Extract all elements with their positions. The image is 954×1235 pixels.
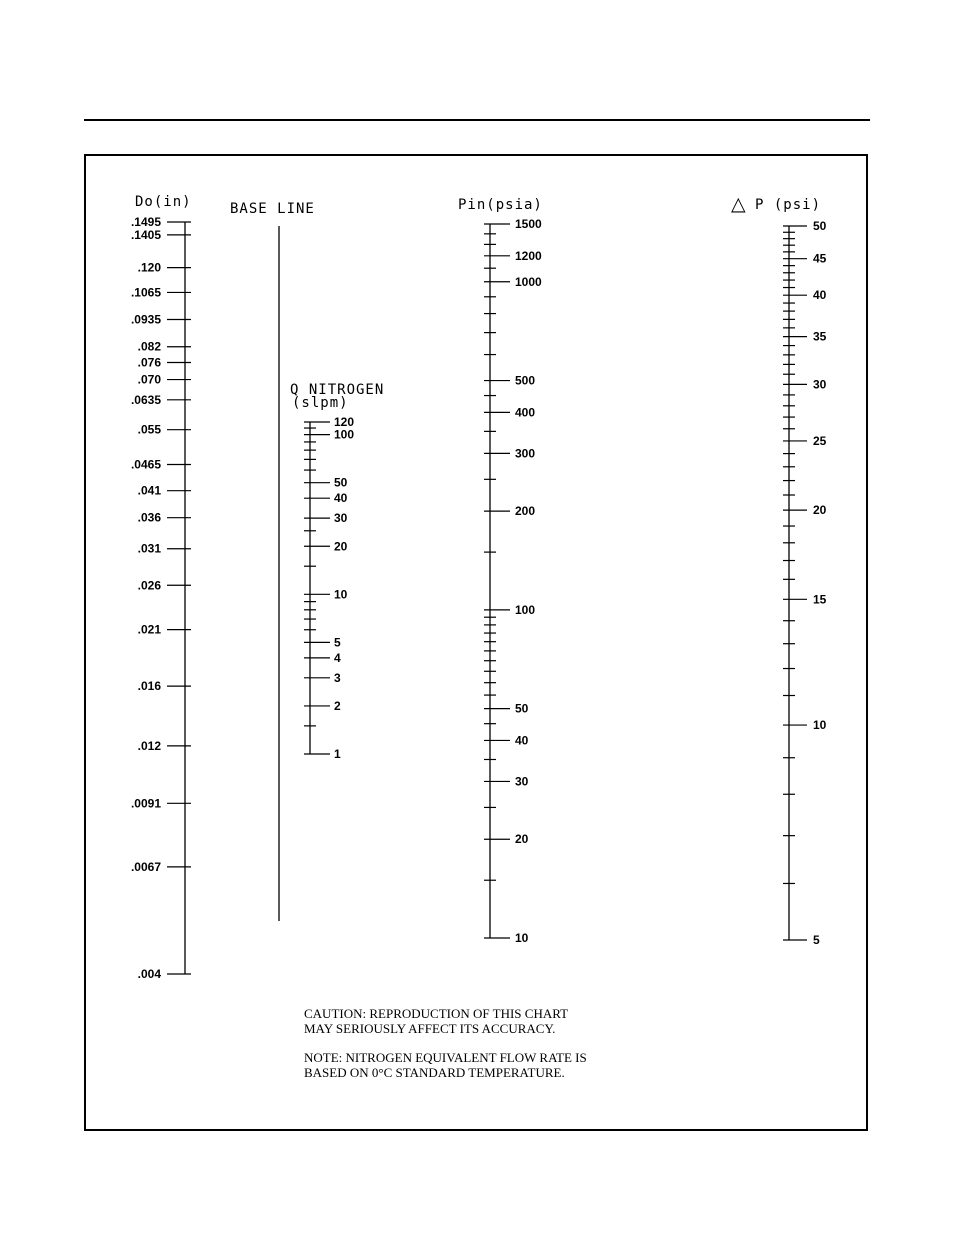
- caution-text-line-2: MAY SERIOUSLY AFFECT ITS ACCURACY.: [304, 1021, 556, 1036]
- do-tick-label: .0635: [130, 392, 161, 407]
- dp-tick-label: 5: [813, 933, 820, 947]
- do-tick-label: .1405: [130, 227, 161, 242]
- do-tick-label: .012: [137, 738, 161, 753]
- do-tick-label: .120: [137, 260, 161, 275]
- do-tick-label: .031: [137, 541, 161, 556]
- pin-tick-label: 40: [515, 733, 529, 748]
- q-tick-label: 30: [334, 511, 348, 526]
- pin-tick-label: 1000: [515, 274, 542, 289]
- pin-tick-label: 1500: [515, 217, 542, 231]
- do-tick-label: .082: [137, 339, 161, 354]
- base-line-title: BASE LINE: [230, 201, 315, 217]
- dp-scale: [731, 193, 827, 947]
- note-text-line-1: NOTE: NITROGEN EQUIVALENT FLOW RATE IS: [304, 1050, 587, 1065]
- do-axis-title: Do(in): [135, 194, 192, 210]
- q-tick-label: 3: [334, 670, 341, 685]
- do-tick-label: .1495: [130, 215, 161, 229]
- q-tick-label: 10: [334, 587, 348, 602]
- do-tick-label: .070: [137, 372, 161, 387]
- q-tick-label: 100: [334, 427, 355, 442]
- q-axis-unit: (slpm): [292, 395, 349, 411]
- pin-tick-label: 1200: [515, 248, 542, 263]
- q-tick-label: 40: [334, 491, 348, 506]
- do-tick-label: .016: [137, 679, 161, 694]
- do-tick-label: .021: [137, 622, 161, 637]
- dp-tick-label: 50: [813, 219, 827, 233]
- q-ticks: [304, 415, 354, 761]
- pin-tick-label: 400: [515, 405, 536, 420]
- q-tick-label: 1: [334, 747, 341, 761]
- dp-tick-label: 10: [813, 718, 827, 733]
- pin-tick-label: 20: [515, 832, 529, 847]
- do-tick-label: .076: [137, 355, 161, 370]
- do-tick-label: .036: [137, 510, 161, 525]
- caution-text-line-1: CAUTION: REPRODUCTION OF THIS CHART: [304, 1006, 569, 1021]
- do-tick-label: .1065: [130, 285, 161, 300]
- pin-tick-label: 200: [515, 504, 536, 519]
- q-tick-label: 20: [334, 539, 348, 554]
- pin-tick-label: 100: [515, 602, 536, 617]
- q-nitrogen-scale: [290, 382, 384, 761]
- note-text-line-2: BASED ON 0°C STANDARD TEMPERATURE.: [304, 1065, 565, 1080]
- do-tick-label: .0091: [130, 796, 161, 811]
- pin-tick-label: 10: [515, 931, 529, 945]
- do-ticks: [131, 215, 191, 981]
- pin-tick-label: 500: [515, 373, 536, 388]
- do-tick-label: .055: [137, 422, 161, 437]
- pin-tick-label: 50: [515, 701, 529, 716]
- q-axis-title: Q NITROGEN: [290, 382, 385, 398]
- do-tick-label: .0465: [130, 457, 161, 472]
- base-line-scale: [230, 201, 315, 921]
- dp-tick-label: 35: [813, 329, 827, 344]
- do-tick-label: .004: [137, 967, 161, 981]
- dp-tick-label: 15: [813, 592, 827, 607]
- q-tick-label: 5: [334, 635, 341, 650]
- delta-icon: △: [731, 193, 746, 215]
- do-tick-label: .026: [137, 578, 161, 593]
- do-tick-label: .0067: [130, 859, 161, 874]
- dp-tick-label: 40: [813, 288, 827, 303]
- pin-ticks: [484, 217, 542, 945]
- dp-tick-label: 20: [813, 503, 827, 518]
- do-tick-label: .041: [137, 483, 161, 498]
- dp-tick-label: 30: [813, 377, 827, 392]
- pin-scale: [458, 197, 543, 945]
- pin-axis-title: Pin(psia): [458, 197, 543, 213]
- q-tick-label: 120: [334, 415, 355, 429]
- dp-tick-label: 25: [813, 433, 827, 448]
- do-tick-label: .0935: [130, 312, 161, 327]
- q-tick-label: 50: [334, 475, 348, 490]
- pin-tick-label: 30: [515, 774, 529, 789]
- dp-axis-title: P (psi): [755, 197, 822, 213]
- do-scale: [131, 194, 192, 981]
- pin-tick-label: 300: [515, 446, 536, 461]
- q-tick-label: 4: [334, 650, 341, 665]
- dp-tick-label: 45: [813, 251, 827, 266]
- q-tick-label: 2: [334, 698, 341, 713]
